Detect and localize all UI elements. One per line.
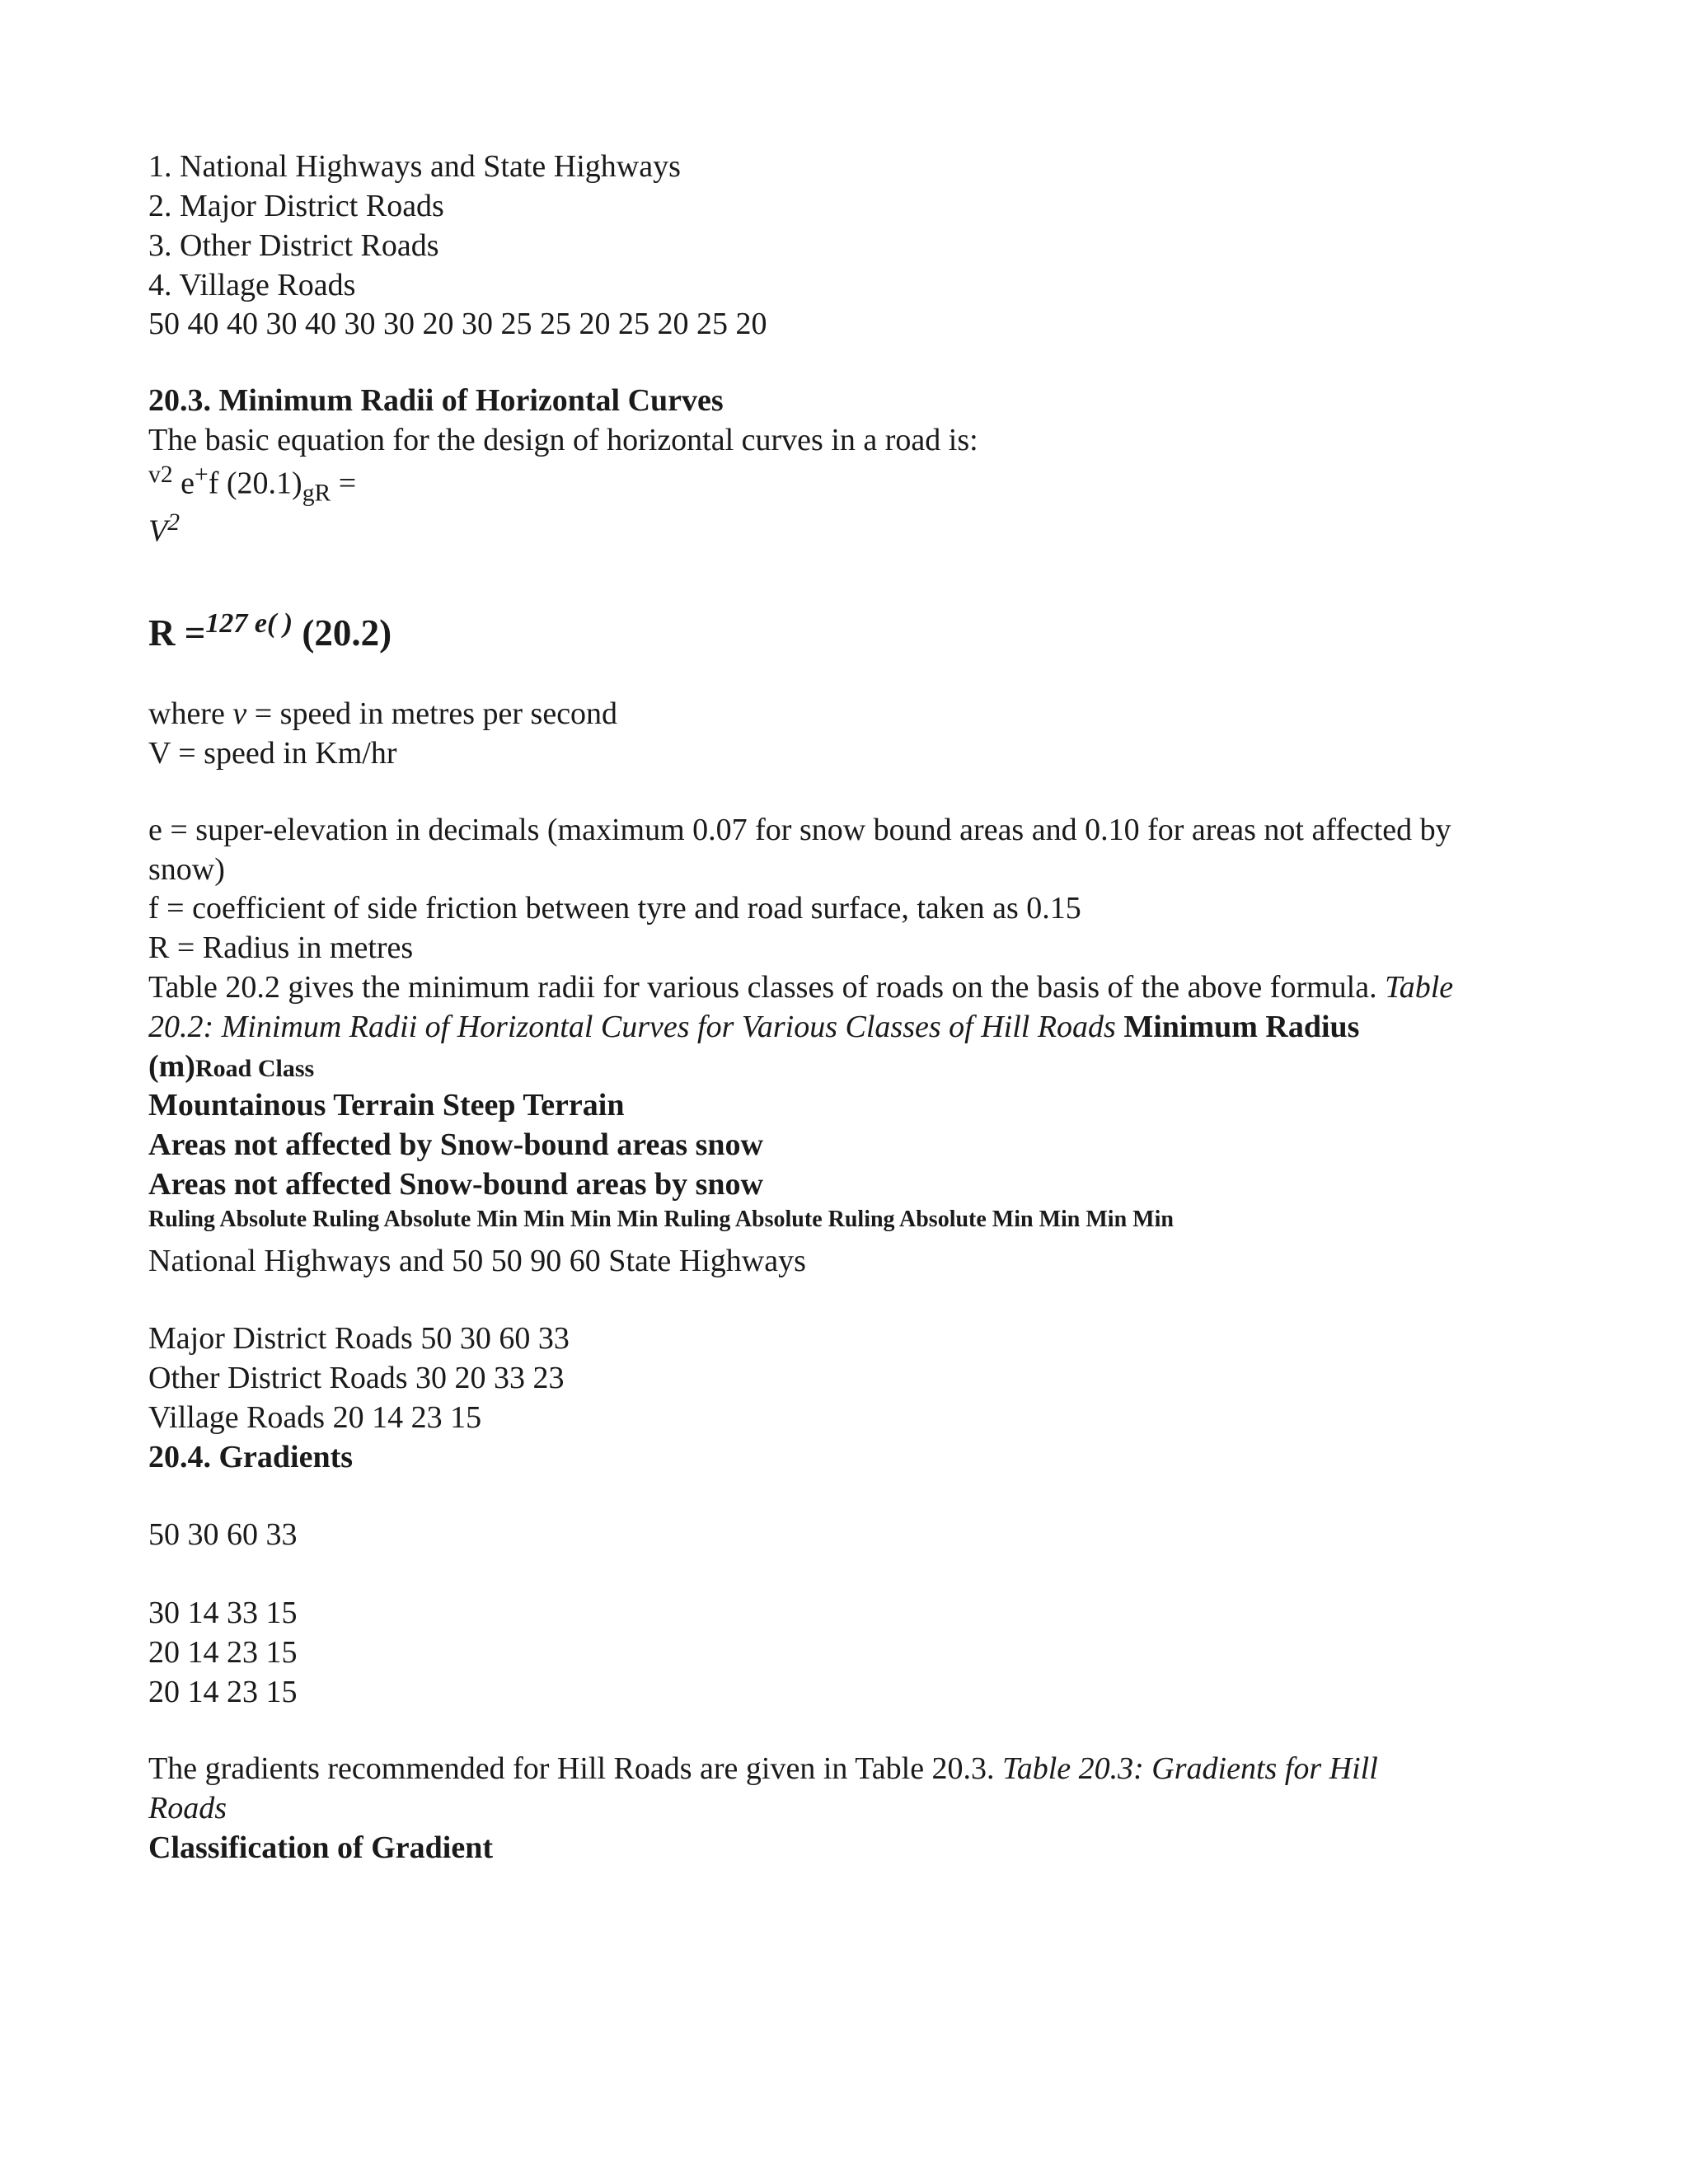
eq1-part-e: gR <box>302 480 331 507</box>
table-head-road-class: Road Class <box>195 1055 315 1082</box>
road-list-item-1: 1. National Highways and State Highways <box>148 149 681 184</box>
where-var: v <box>232 696 247 731</box>
table-caption-start: Table <box>1385 970 1454 1005</box>
definition-f: f = coefficient of side friction between tyre and road surface, taken as 0.15 <box>148 891 1081 926</box>
table-terrain-header: Mountainous Terrain Steep Terrain <box>148 1088 625 1122</box>
equation-v-squared <box>148 511 180 547</box>
table-20-3-caption: Table 20.3: Gradients for Hill <box>1002 1751 1378 1786</box>
gradient-values-4: 20 14 23 15 <box>148 1675 298 1709</box>
classification-heading: Classification of Gradient <box>148 1830 493 1865</box>
v2-exp: 2 <box>167 509 181 536</box>
table-20-3-caption-end: Roads <box>148 1791 227 1825</box>
v2-base: V <box>148 513 168 549</box>
equation-20-2 <box>148 610 392 652</box>
gradients-intro-line <box>148 1753 1378 1784</box>
eq1-part-d: f (20.1) <box>208 466 302 501</box>
gradient-values-1: 50 30 60 33 <box>148 1517 298 1552</box>
table-head-m: (m) <box>148 1049 195 1084</box>
table-20-2-header-line <box>148 1051 314 1082</box>
gradient-values-2: 30 14 33 15 <box>148 1596 298 1630</box>
road-list-item-4: 4. Village Roads <box>148 268 356 302</box>
gradients-intro-text: The gradients recommended for Hill Roads are given in Table 20.3. <box>148 1751 1003 1786</box>
table-head-minimum-radius: Minimum Radius <box>1115 1010 1360 1044</box>
table-20-2-caption-line <box>148 1011 1359 1043</box>
eq2-label: (20.2) <box>293 612 392 654</box>
eq2-superscript: 127 e( ) <box>205 608 293 639</box>
equation-intro: The basic equation for the design of horizontal curves in a road is: <box>148 423 978 457</box>
table1-values: 50 40 40 30 40 30 30 20 30 25 25 20 25 20 25 20 <box>148 307 767 341</box>
section-heading-20-3: 20.3. Minimum Radii of Horizontal Curves <box>148 383 724 418</box>
definition-e-line2: snow) <box>148 852 225 887</box>
where-prefix: where <box>148 696 233 731</box>
table-row: Village Roads 20 14 23 15 <box>148 1400 482 1435</box>
eq1-part-f: = <box>331 466 357 501</box>
eq1-part-b: e <box>172 466 195 501</box>
section-heading-20-4: 20.4. Gradients <box>148 1440 354 1474</box>
table-subheads: Ruling Absolute Ruling Absolute Min Min Min Min Ruling Absolute Ruling Absolute Min Min Min Min <box>148 1207 1174 1232</box>
table-row: Other District Roads 30 20 33 23 <box>148 1361 565 1395</box>
table-areas-header-1: Areas not affected by Snow-bound areas snow <box>148 1127 763 1162</box>
table-areas-header-2: Areas not affected Snow-bound areas by snow <box>148 1167 763 1202</box>
eq1-part-a: v2 <box>148 462 173 488</box>
table-caption-rest: 20.2: Minimum Radii of Horizontal Curves for Various Classes of Hill Roads <box>148 1010 1116 1044</box>
table-intro-text: Table 20.2 gives the minimum radii for various classes of roads on the basis of the above formula. <box>148 970 1386 1005</box>
where-v-line <box>148 698 617 729</box>
table-20-2-intro-line <box>148 972 1453 1003</box>
definition-r: R = Radius in metres <box>148 930 414 965</box>
road-list-item-3: 3. Other District Roads <box>148 228 439 263</box>
road-list-item-2: 2. Major District Roads <box>148 189 444 223</box>
table-row: Major District Roads 50 30 60 33 <box>148 1321 570 1356</box>
eq2-lhs: R = <box>148 612 206 654</box>
equation-20-1 <box>148 463 356 506</box>
where-V-line: V = speed in Km/hr <box>148 736 397 771</box>
table-row: National Highways and 50 50 90 60 State Highways <box>148 1244 806 1278</box>
where-rest: = speed in metres per second <box>246 696 618 731</box>
gradient-values-3: 20 14 23 15 <box>148 1635 298 1670</box>
eq1-part-c: + <box>195 462 209 488</box>
definition-e-line1: e = super-elevation in decimals (maximum 0.07 for snow bound areas and 0.10 for areas not affected by <box>148 813 1451 847</box>
